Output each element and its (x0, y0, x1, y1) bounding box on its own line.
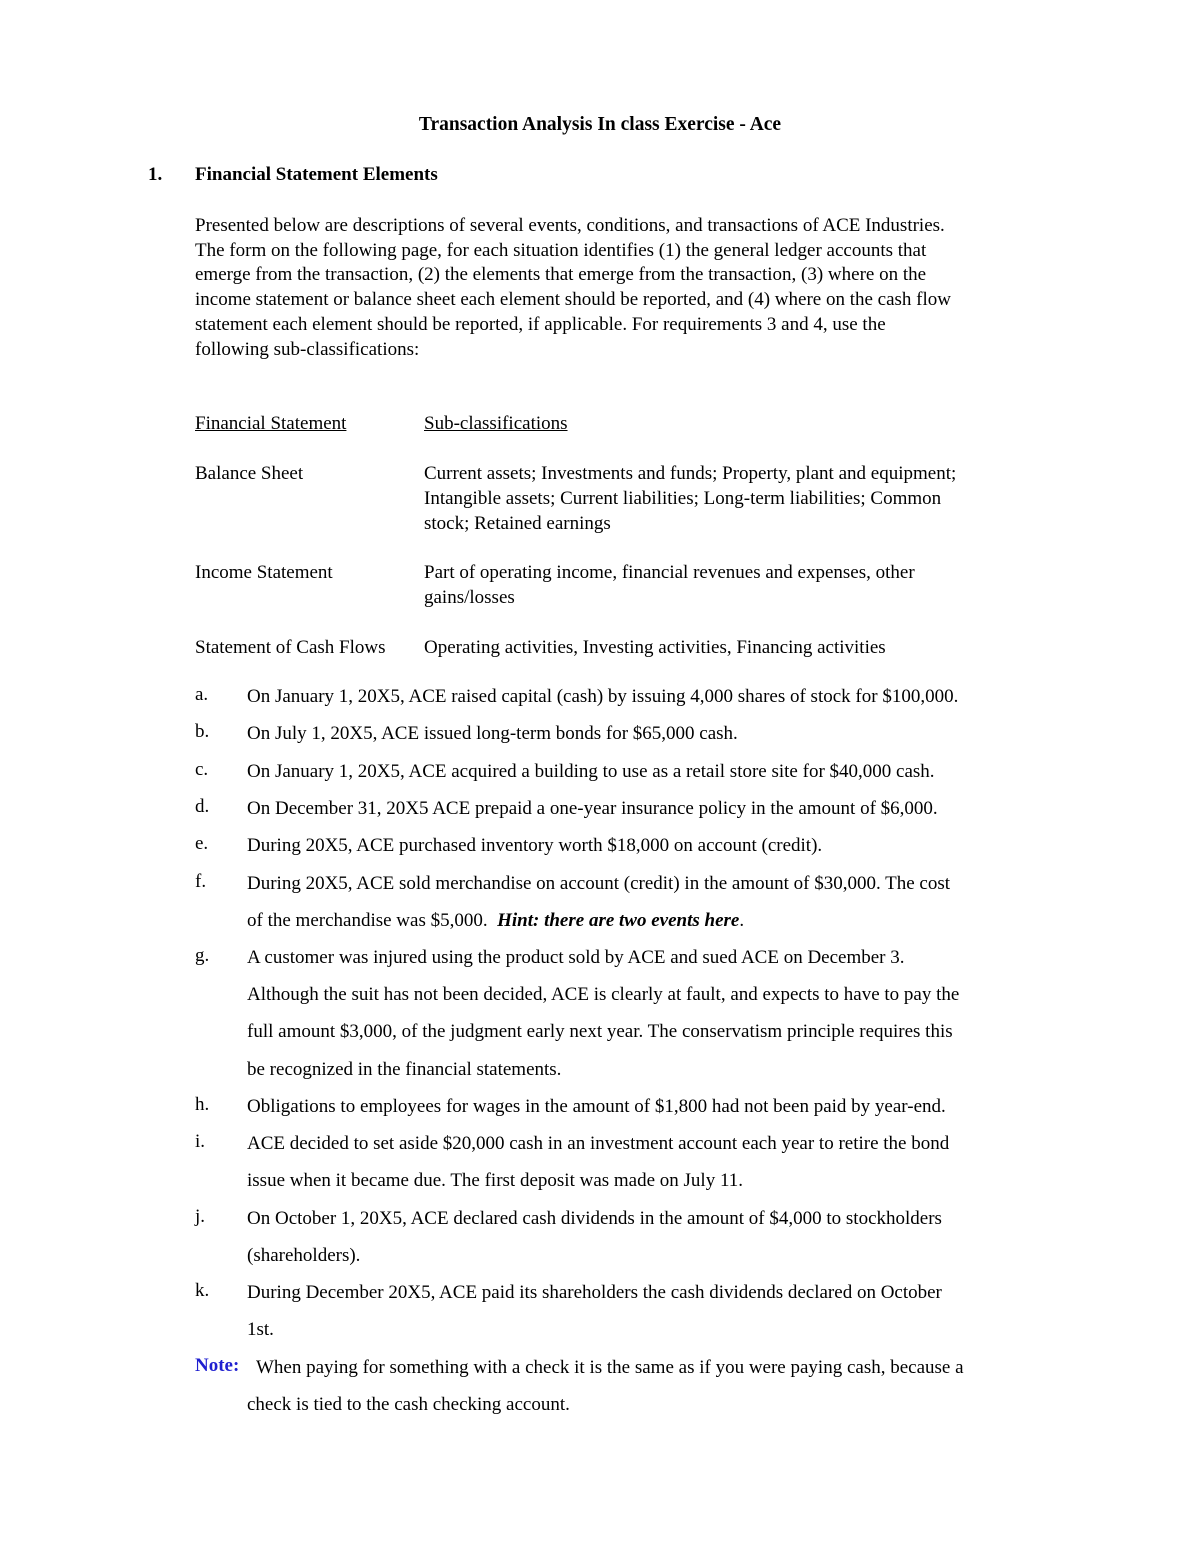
item-line: During 20X5, ACE purchased inventory worth $18,000 on account (credit). (247, 835, 823, 856)
item-line: A customer was injured using the product sold by ACE and sued ACE on December 3. (247, 947, 905, 968)
item-line: ACE decided to set aside $20,000 cash in an investment account each year to retire the bond (247, 1133, 950, 1154)
intro-line: following sub-classifications: (195, 338, 420, 360)
item-letter: f. (195, 871, 207, 892)
table-cell-statement: Balance Sheet (195, 463, 304, 484)
subclass-line: gains/losses (424, 587, 515, 608)
subclass-line: Current assets; Investments and funds; Property, plant and equipment; (424, 463, 957, 484)
section-number: 1. (148, 164, 163, 185)
list-item (247, 827, 1077, 864)
item-letter: j. (195, 1206, 206, 1227)
table-header-subclass: Sub-classifications (424, 413, 568, 434)
item-line: During 20X5, ACE sold merchandise on account (credit) in the amount of $30,000. The cost (247, 873, 951, 894)
item-line: On July 1, 20X5, ACE issued long-term bonds for $65,000 cash. (247, 723, 738, 744)
note-line: When paying for something with a check it is the same as if you were paying cash, because a (256, 1357, 964, 1378)
item-letter: d. (195, 796, 210, 817)
item-line: Obligations to employees for wages in the amount of $1,800 had not been paid by year-end. (247, 1096, 946, 1117)
item-line: 1st. (247, 1319, 274, 1341)
item-line: Although the suit has not been decided, ACE is clearly at fault, and expects to have to pay the (247, 984, 960, 1006)
intro-line: Presented below are descriptions of several events, conditions, and transactions of ACE Industries. (195, 215, 945, 236)
note-text (247, 1349, 1076, 1423)
list-item (247, 1200, 1077, 1274)
item-line: On January 1, 20X5, ACE acquired a building to use as a retail store site for $40,000 cash. (247, 761, 935, 782)
note-line: check is tied to the cash checking account. (247, 1394, 570, 1416)
item-letter: k. (195, 1280, 210, 1301)
item-line-text: of the merchandise was $5,000. (247, 910, 488, 932)
item-line (247, 902, 1077, 939)
intro-line: statement each element should be reported, if applicable. For requirements 3 and 4, use the (195, 313, 886, 335)
table-cell-statement: Statement of Cash Flows (195, 637, 386, 658)
item-line: On January 1, 20X5, ACE raised capital (cash) by issuing 4,000 shares of stock for $100,000. (247, 686, 959, 707)
item-line: During December 20X5, ACE paid its shareholders the cash dividends declared on October (247, 1282, 942, 1303)
list-item (247, 678, 1077, 715)
document-title: Transaction Analysis In class Exercise - Ace (418, 114, 782, 135)
item-line: On December 31, 20X5 ACE prepaid a one-year insurance policy in the amount of $6,000. (247, 798, 938, 819)
hint-tail: . (739, 910, 745, 932)
item-line: be recognized in the financial statements. (247, 1058, 562, 1080)
list-item (247, 1125, 1077, 1199)
list-item (247, 865, 1077, 939)
item-letter: b. (195, 721, 210, 742)
section-title: Financial Statement Elements (195, 164, 438, 185)
intro-paragraph (195, 214, 1075, 362)
item-line: (shareholders). (247, 1245, 361, 1267)
hint-text: Hint: there are two events here (497, 910, 740, 932)
subclass-line: stock; Retained earnings (424, 513, 611, 534)
list-item (247, 790, 1077, 827)
table-cell-subclass (424, 461, 1064, 536)
list-item (247, 939, 1077, 1088)
subclass-line: Part of operating income, financial revenues and expenses, other (424, 562, 915, 583)
table-cell-statement: Income Statement (195, 562, 333, 583)
item-line: On October 1, 20X5, ACE declared cash dividends in the amount of $4,000 to stockholders (247, 1208, 942, 1229)
item-letter: e. (195, 833, 209, 854)
list-item (247, 1088, 1077, 1125)
item-line: issue when it became due. The first deposit was made on July 11. (247, 1170, 744, 1192)
item-letter: i. (195, 1131, 206, 1152)
intro-line: emerge from the transaction, (2) the elements that emerge from the transaction, (3) where on the (195, 264, 927, 286)
intro-line: income statement or balance sheet each element should be reported, and (4) where on the cash flow (195, 289, 952, 311)
table-cell-subclass (424, 635, 1064, 660)
list-item (247, 753, 1077, 790)
item-line: full amount $3,000, of the judgment early next year. The conservatism principle requires this (247, 1021, 953, 1043)
subclass-line: Operating activities, Investing activities, Financing activities (424, 637, 886, 658)
item-letter: g. (195, 945, 210, 966)
item-letter: h. (195, 1094, 210, 1115)
intro-line: The form on the following page, for each situation identifies (1) the general ledger accounts that (195, 239, 927, 261)
table-header-statement: Financial Statement (195, 413, 347, 434)
list-item (247, 715, 1077, 752)
subclass-line: Intangible assets; Current liabilities; Long-term liabilities; Common (424, 488, 942, 509)
note-label: Note: (195, 1355, 240, 1376)
item-letter: c. (195, 759, 209, 780)
table-cell-subclass (424, 560, 1064, 610)
item-letter: a. (195, 684, 209, 705)
list-item (247, 1274, 1077, 1348)
